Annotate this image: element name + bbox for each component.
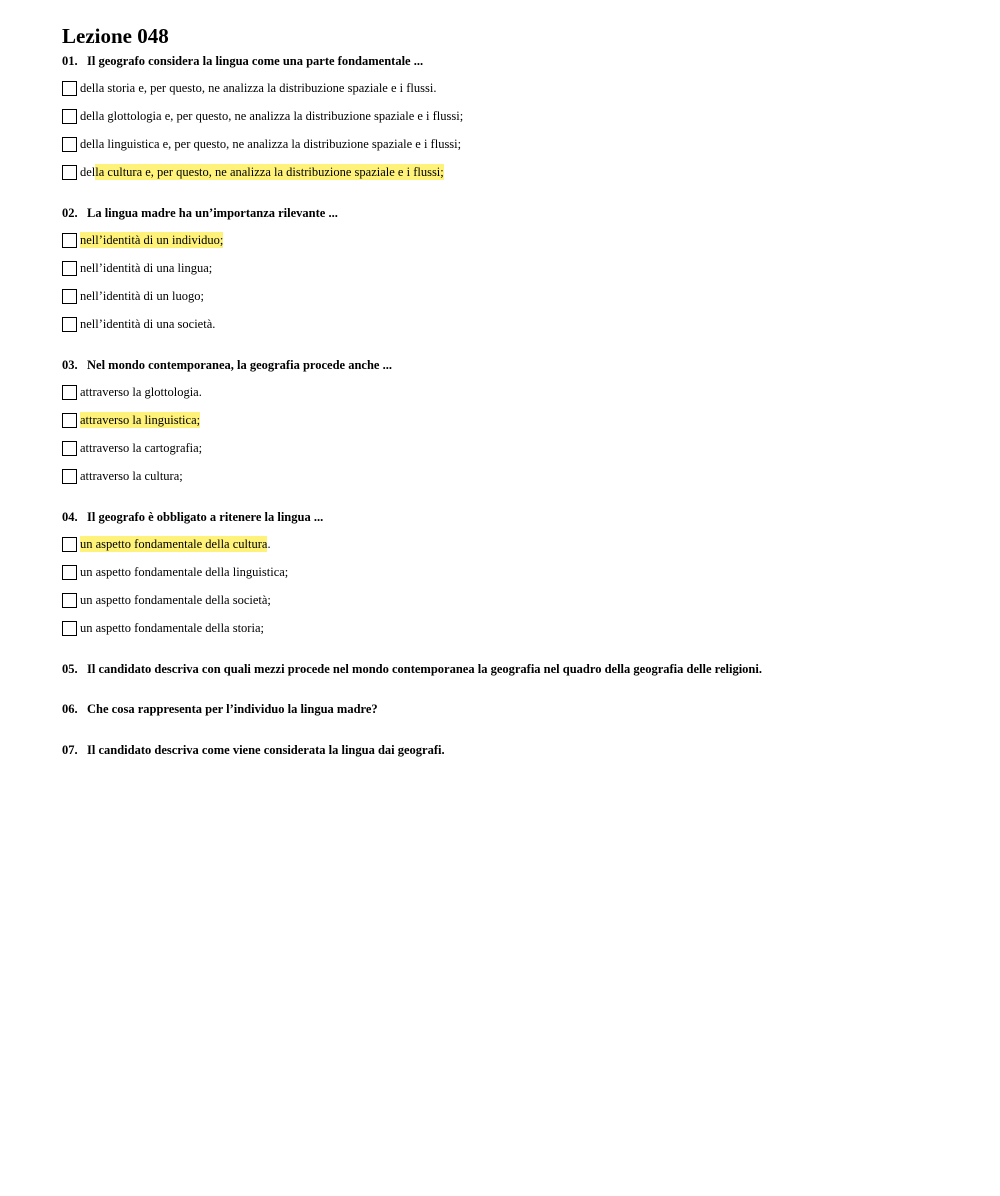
question-text: Il geografo è obbligato a ritenere la lingua ...	[87, 510, 324, 524]
question-text: Il candidato descriva con quali mezzi procede nel mondo contemporanea la geografia nel quadro della geografia delle religioni.	[87, 662, 762, 676]
answer-option[interactable]	[62, 74, 962, 102]
answer-checkbox[interactable]	[62, 165, 77, 180]
answer-option[interactable]	[62, 558, 962, 586]
question-number: 05.	[62, 662, 78, 676]
page-title: Lezione 048	[62, 24, 169, 48]
option-text-suffix: .	[267, 537, 271, 551]
option-text: della linguistica e, per questo, ne analizza la distribuzione spaziale e i flussi;	[80, 137, 462, 151]
answer-checkbox[interactable]	[62, 385, 77, 400]
answer-checkbox[interactable]	[62, 109, 77, 124]
question-text: Nel mondo contemporanea, la geografia procede anche ...	[87, 358, 392, 372]
answer-checkbox[interactable]	[62, 621, 77, 636]
option-text: attraverso la cultura;	[80, 469, 183, 483]
answer-option[interactable]	[62, 102, 962, 130]
answer-option-correct[interactable]	[62, 158, 962, 186]
option-text: un aspetto fondamentale della storia;	[80, 621, 264, 635]
option-text: attraverso la glottologia.	[80, 385, 202, 399]
question-number: 02.	[62, 206, 78, 220]
question-text: Che cosa rappresenta per l’individuo la lingua madre?	[87, 702, 378, 716]
option-text: del	[80, 165, 96, 179]
question-number: 01.	[62, 54, 78, 68]
question-text: La lingua madre ha un’importanza rilevante ...	[87, 206, 338, 220]
answer-checkbox[interactable]	[62, 137, 77, 152]
question-05	[62, 661, 962, 677]
answer-checkbox[interactable]	[62, 261, 77, 276]
option-text: della storia e, per questo, ne analizza la distribuzione spaziale e i flussi.	[80, 81, 437, 95]
answer-option[interactable]	[62, 130, 962, 158]
document-page	[62, 22, 962, 758]
question-02	[62, 205, 962, 338]
question-number: 04.	[62, 510, 78, 524]
highlighted-answer-text: la cultura e, per questo, ne analizza la distribuzione spaziale e i flussi;	[95, 165, 444, 179]
answer-checkbox[interactable]	[62, 441, 77, 456]
option-text: un aspetto fondamentale della società;	[80, 593, 271, 607]
question-number: 03.	[62, 358, 78, 372]
option-text: un aspetto fondamentale della linguistica;	[80, 565, 289, 579]
question-header	[62, 205, 962, 221]
question-header	[62, 742, 962, 758]
question-text: Il geografo considera la lingua come una parte fondamentale ...	[87, 54, 424, 68]
answer-checkbox[interactable]	[62, 469, 77, 484]
highlighted-answer-text: attraverso la linguistica;	[80, 413, 201, 427]
answer-option[interactable]	[62, 282, 962, 310]
answer-option-correct[interactable]	[62, 530, 962, 558]
highlighted-answer-text: nell’identità di un individuo;	[80, 233, 224, 247]
answer-option[interactable]	[62, 462, 962, 490]
option-text: della glottologia e, per questo, ne analizza la distribuzione spaziale e i flussi;	[80, 109, 464, 123]
question-07	[62, 742, 962, 758]
question-04	[62, 509, 962, 642]
answer-option[interactable]	[62, 254, 962, 282]
question-header	[62, 661, 962, 677]
answer-checkbox[interactable]	[62, 289, 77, 304]
answer-option[interactable]	[62, 586, 962, 614]
answer-option[interactable]	[62, 310, 962, 338]
question-01	[62, 53, 962, 186]
question-number: 07.	[62, 743, 78, 757]
question-03	[62, 357, 962, 490]
answer-checkbox[interactable]	[62, 537, 77, 552]
answer-checkbox[interactable]	[62, 593, 77, 608]
answer-option-correct[interactable]	[62, 406, 962, 434]
question-06	[62, 701, 962, 717]
answer-checkbox[interactable]	[62, 317, 77, 332]
question-header	[62, 701, 962, 717]
answer-option[interactable]	[62, 614, 962, 642]
answer-option[interactable]	[62, 378, 962, 406]
answer-checkbox[interactable]	[62, 233, 77, 248]
option-text: nell’identità di una società.	[80, 317, 216, 331]
option-text: nell’identità di un luogo;	[80, 289, 204, 303]
answer-checkbox[interactable]	[62, 565, 77, 580]
answer-option[interactable]	[62, 434, 962, 462]
answer-checkbox[interactable]	[62, 413, 77, 428]
question-header	[62, 357, 962, 373]
option-text: nell’identità di una lingua;	[80, 261, 213, 275]
question-text: Il candidato descriva come viene considerata la lingua dai geografi.	[87, 743, 445, 757]
highlighted-answer-text: un aspetto fondamentale della cultura	[80, 537, 268, 551]
option-text: attraverso la cartografia;	[80, 441, 203, 455]
question-header	[62, 53, 962, 69]
question-number: 06.	[62, 702, 78, 716]
answer-option-correct[interactable]	[62, 226, 962, 254]
answer-checkbox[interactable]	[62, 81, 77, 96]
question-header	[62, 509, 962, 525]
